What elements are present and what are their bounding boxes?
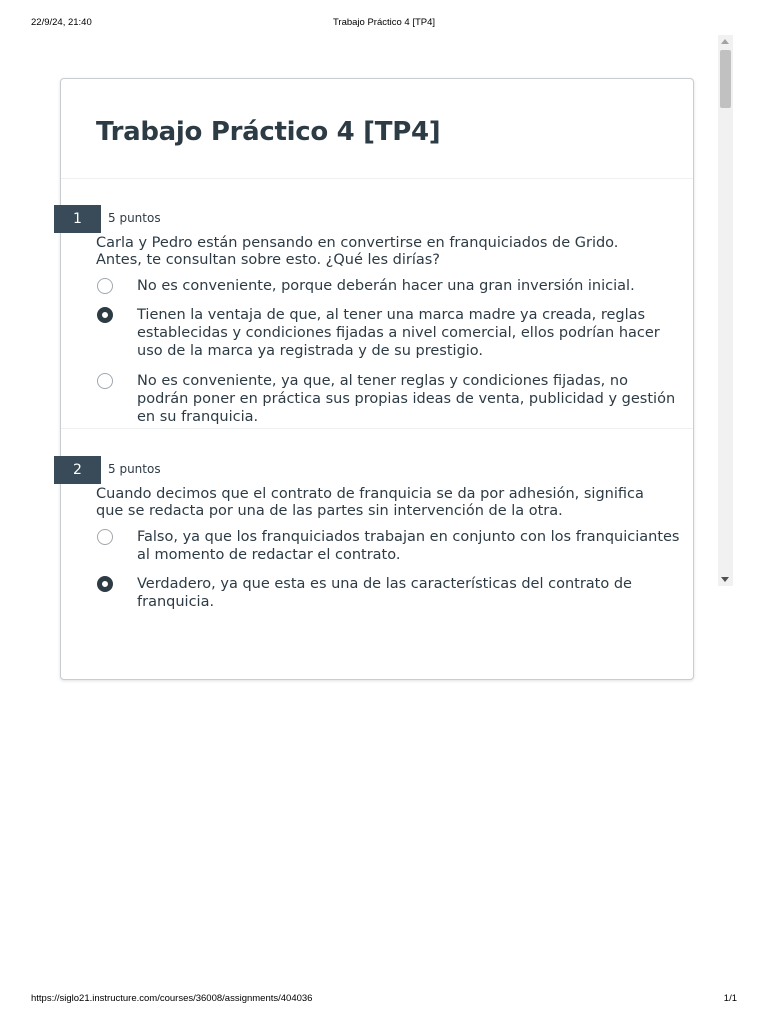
answer-label: Falso, ya que los franquiciados trabajan en conjunto con los franquiciantes al momento de redactar el contrato. bbox=[137, 529, 680, 563]
question-points: 5 puntos bbox=[108, 462, 161, 476]
divider bbox=[61, 178, 693, 179]
vertical-scrollbar[interactable] bbox=[718, 35, 733, 586]
answer-label: Tienen la ventaja de que, al tener una marca madre ya creada, reglas establecidas y condiciones fijadas a nivel comercial, ellos podrían hacer uso de la marca ya registrada y de su prestigio. bbox=[137, 307, 660, 359]
question-number-badge: 1 bbox=[54, 205, 101, 233]
page-viewport bbox=[36, 35, 733, 610]
scrollbar-thumb[interactable] bbox=[720, 50, 731, 108]
scroll-up-arrow-icon[interactable] bbox=[721, 39, 729, 44]
answer-label: No es conveniente, ya que, al tener reglas y condiciones fijadas, no podrán poner en práctica sus propias ideas de venta, publicidad y gestión en su franquicia. bbox=[137, 373, 676, 425]
divider bbox=[61, 428, 693, 429]
question-text: Carla y Pedro están pensando en convertirse en franquiciados de Grido. Antes, te consultan sobre esto. ¿Qué les dirías? bbox=[96, 235, 619, 268]
radio-button[interactable] bbox=[97, 373, 113, 389]
print-date: 22/9/24, 21:40 bbox=[31, 17, 92, 28]
radio-button[interactable] bbox=[97, 529, 113, 545]
print-title: Trabajo Práctico 4 [TP4] bbox=[332, 17, 436, 28]
answer-label: Verdadero, ya que esta es una de las características del contrato de franquicia. bbox=[137, 576, 632, 610]
radio-button-selected[interactable] bbox=[97, 576, 113, 592]
print-footer bbox=[31, 993, 737, 1007]
quiz-title: Trabajo Práctico 4 [TP4] bbox=[96, 117, 441, 147]
scroll-down-arrow-icon[interactable] bbox=[721, 577, 729, 582]
print-header bbox=[31, 17, 737, 31]
answer-label: No es conveniente, porque deberán hacer una gran inversión inicial. bbox=[137, 278, 635, 294]
question-number-badge: 2 bbox=[54, 456, 101, 484]
radio-button-selected[interactable] bbox=[97, 307, 113, 323]
radio-button[interactable] bbox=[97, 278, 113, 294]
question-points: 5 puntos bbox=[108, 211, 161, 225]
print-page-number: 1/1 bbox=[723, 993, 737, 1004]
quiz-card bbox=[60, 78, 694, 680]
print-url: https://siglo21.instructure.com/courses/36008/assignments/404036 bbox=[31, 993, 313, 1004]
question-text: Cuando decimos que el contrato de franquicia se da por adhesión, significa que se redacta por una de las partes sin intervención de la otra. bbox=[96, 486, 644, 519]
